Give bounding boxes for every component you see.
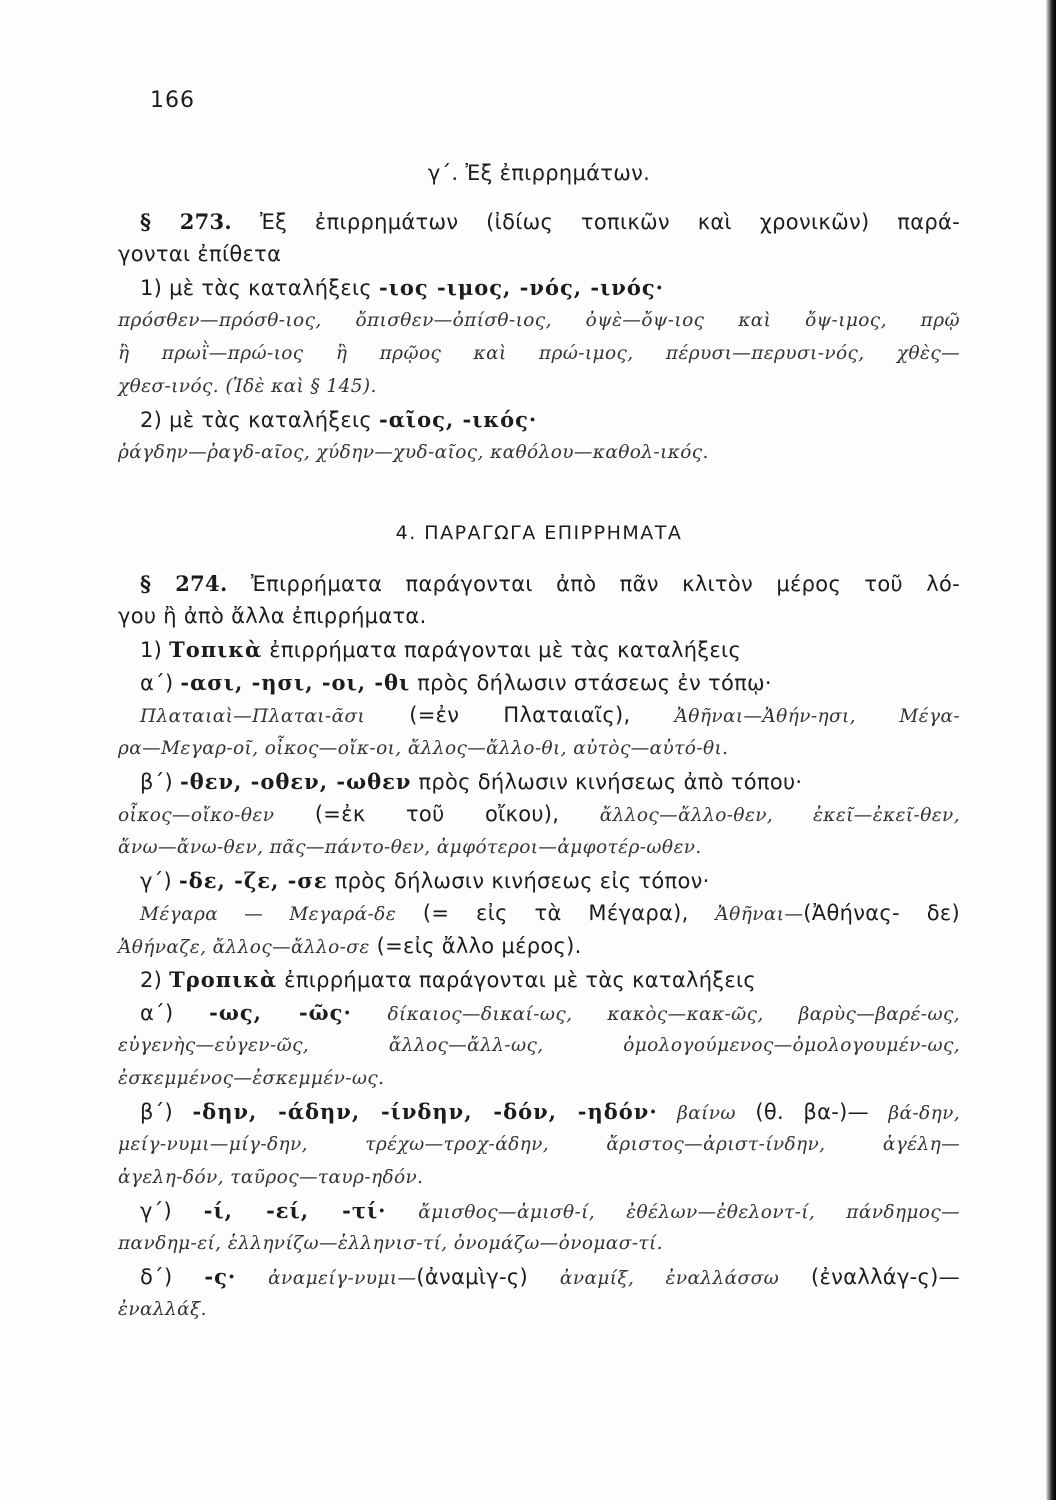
p274-line-11: Μέγαρα — Μεγαρά-δε (= εἰς τὰ Μέγαρα), Ἀθῆναι—(Ἀθήνας- δε) [140,901,960,925]
p274-line-1: § 274. Ἐπιρρήματα παράγονται ἀπὸ πᾶν κλιτὸν μέρος τοῦ λό- [140,571,960,596]
p274-line-8: οἶκος—οἴκο-θεν (=ἐκ τοῦ οἴκου), ἄλλος—ἄλλο-θεν, ἐκεῖ—ἐκεῖ-θεν, [118,802,960,826]
p274-line-22: δ΄) -ς· ἀναμείγ-νυμι—(ἀναμὶγ-ς) ἀναμίξ, ἐναλλάσσω (ἐναλλάγ-ς)— [140,1264,960,1289]
p274-line-13: 2) Τροπικὰ ἐπιρρήματα παράγονται μὲ τὰς καταλήξεις [140,967,757,992]
paragraph-273 [118,205,960,469]
p274-line-9: ἄνω—ἄνω-θεν, πᾶς—πάντο-θεν, ἀμφότεροι—ἀμφοτέρ-ωθεν. [118,837,702,858]
p273-line-1: § 273. Ἐξ ἐπιρρημάτων (ἰδίως τοπικῶν καὶ χρονικῶν) παρά- [140,209,960,234]
p274-line-3: 1) Τοπικὰ ἐπιρρήματα παράγονται μὲ τὰς καταλήξεις [140,637,742,662]
p274-line-20: γ΄) -ί, -εί, -τί· ἄμισθος—ἀμισθ-ί, ἐθέλων—ἐθελοντ-ί, πάνδημος— [140,1198,961,1223]
p274-line-4: α΄) -ασι, -ησι, -οι, -θι πρὸς δήλωσιν στάσεως ἐν τόπῳ· [140,670,772,695]
heading-text: γ΄. Ἐξ ἐπιρρημάτων. [427,161,651,185]
p274-line-21: πανδημ-εί, ἑλληνίζω—ἑλληνισ-τί, ὀνομάζω—ὀνομασ-τί. [118,1233,663,1254]
page-edge-shadow [1046,0,1056,1500]
p273-line-5: ἢ πρωῒ—πρώ-ιος ἢ πρῷος καὶ πρώ-ιμος, πέρυσι—περυσι-νός, χθὲς— [118,343,960,364]
p273-line-4: πρόσθεν—πρόσθ-ιος, ὄπισθεν—ὀπίσθ-ιος, ὀψὲ—ὄψ-ιος καὶ ὄψ-ιμος, πρῷ [118,310,960,331]
ending-bold: -αῖος, -ικός· [379,407,538,432]
p274-line-18: μείγ-νυμι—μίγ-δην, τρέχω—τροχ-άδην, ἄριστος—ἀριστ-ίνδην, ἀγέλη— [118,1134,960,1155]
section-number: § 273. [140,209,233,234]
p274-line-12: Ἀθήναζε, ἄλλος—ἄλλο-σε (=εἰς ἄλλο μέρος). [118,934,582,958]
p274-line-5: Πλαταιαὶ—Πλαται-ᾶσι (=ἐν Πλαταιαῖς), Ἀθῆναι—Ἀθήν-ησι, Μέγα- [140,703,960,727]
p273-line-6: χθεσ-ινός. (Ἰδὲ καὶ § 145). [118,376,377,397]
ending-bold: -ιος -ιμος, -νός, -ινός· [379,275,664,300]
p274-line-17: β΄) -δην, -άδην, -ίνδην, -δόν, -ηδόν· βαίνω (θ. βα-)— βά-δην, [140,1099,961,1124]
p273-line-2: γονται ἐπίθετα [118,242,282,266]
p274-line-2: γου ἢ ἀπὸ ἄλλα ἐπιρρήματα. [118,604,427,628]
page-number: 166 [150,88,195,113]
p274-line-15: εὐγενὴς—εὐγεν-ῶς, ἄλλος—ἄλλ-ως, ὁμολογούμενος—ὁμολογουμέν-ως, [118,1035,960,1056]
p273-line-3: 1) μὲ τὰς καταλήξεις -ιος -ιμος, -νός, -ινός· [140,275,664,300]
section-number: § 274. [140,571,228,596]
p274-line-16: ἐσκεμμένος—ἐσκεμμέν-ως. [118,1068,385,1089]
heading-text: 4. ΠΑΡΑΓΩΓΑ ΕΠΙΡΡΗΜΑΤΑ [395,522,683,544]
p273-line-7: 2) μὲ τὰς καταλήξεις -αῖος, -ικός· [140,407,538,432]
section-heading-4 [118,517,960,550]
p274-line-7: β΄) -θεν, -οθεν, -ωθεν πρὸς δήλωσιν κινήσεως ἀπὸ τόπου· [140,769,803,794]
paragraph-274 [118,567,960,1326]
section-heading-g [118,157,960,190]
p274-line-6: ρα—Μεγαρ-οῖ, οἶκος—οἴκ-οι, ἄλλος—ἄλλο-θι, αὐτὸς—αὐτό-θι. [118,738,729,759]
p274-line-10: γ΄) -δε, -ζε, -σε πρὸς δήλωσιν κινήσεως εἰς τόπον· [140,868,710,893]
p273-line-8: ῥάγδην—ῥαγδ-αῖος, χύδην—χυδ-αῖος, καθόλου—καθολ-ικός. [118,442,709,463]
p274-line-19: ἀγελη-δόν, ταῦρος—ταυρ-ηδόν. [118,1167,424,1188]
p274-line-14: α΄) -ως, -ῶς· δίκαιος—δικαί-ως, κακὸς—κακ-ῶς, βαρὺς—βαρέ-ως, [140,1000,960,1025]
p274-line-23: ἐναλλάξ. [118,1299,207,1320]
